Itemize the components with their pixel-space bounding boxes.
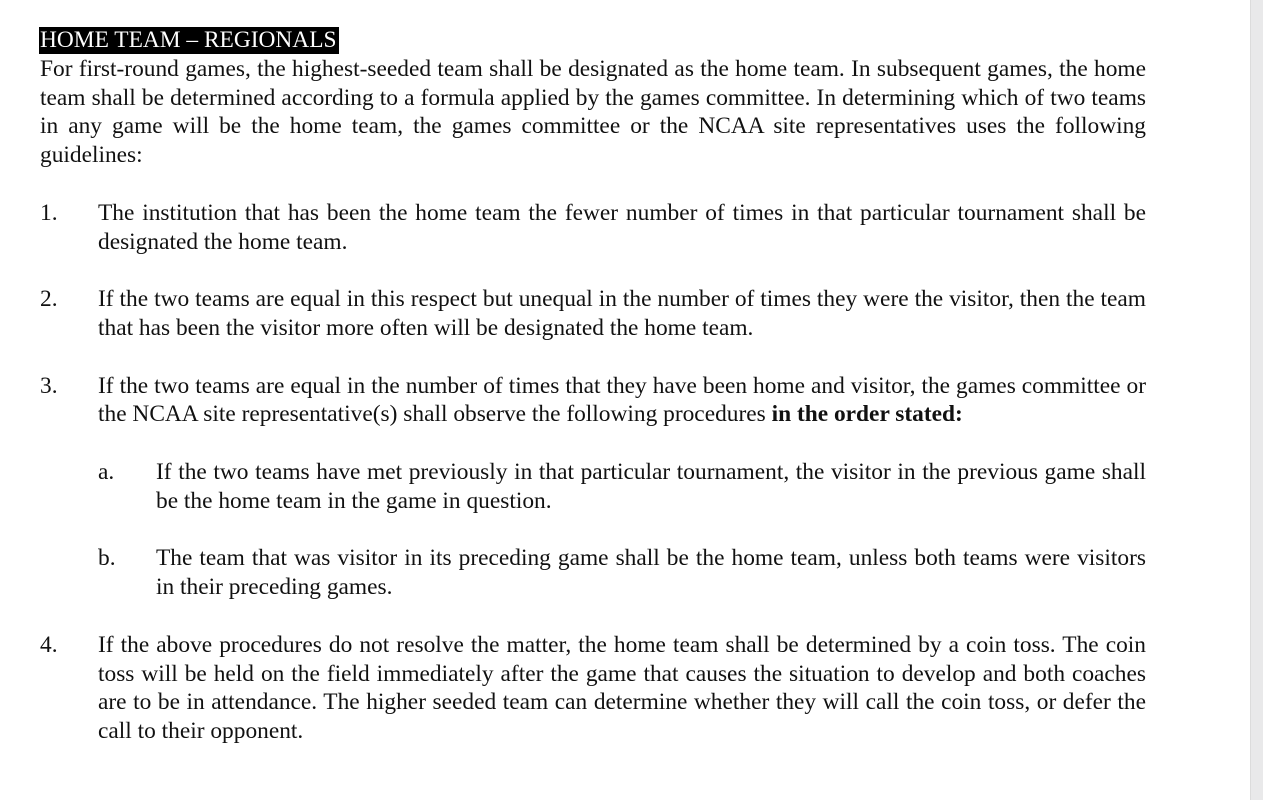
sub-item-text: The team that was visitor in its preceding game shall be the home team, unless both teams were visitors in their preceding games. (156, 545, 1146, 601)
list-item-3 (40, 372, 1146, 430)
list-number: 4. (40, 631, 58, 658)
intro-paragraph: For first-round games, the highest-seeded team shall be designated as the home team. In subsequent games, the home team shall be determined according to a formula applied by the games committee. In determining which of two teams in any game will be the home team, the games committee or the NCAA site representatives uses the following guidelines: (40, 55, 1146, 169)
list-item-1 (40, 199, 1146, 257)
list-item-4 (40, 631, 1146, 746)
list-number: 1. (40, 199, 58, 226)
list-number: 3. (40, 372, 58, 399)
list-item-2 (40, 285, 1146, 343)
sub-item-a (98, 458, 1146, 516)
list-item-text-bold: in the order stated: (771, 401, 963, 428)
heading-line (40, 26, 1146, 55)
list-item-text (98, 372, 1146, 430)
sub-item-text: If the two teams have met previously in that particular tournament, the visitor in the previous game shall be the home team in the game in question. (156, 458, 1146, 514)
section-heading: HOME TEAM – REGIONALS (40, 27, 337, 53)
list-item-text: If the two teams are equal in this respect but unequal in the number of times they were the visitor, then the team that has been the visitor more often will be designated the home team. (98, 286, 1146, 341)
page-edge-scrollbar[interactable] (1250, 0, 1263, 800)
list-item-text-plain: If the two teams are equal in the number of times that they have been home and visitor, the games committee or the NCAA site representative(s) shall observe the following procedures (98, 372, 1146, 428)
list-item-text: The institution that has been the home team the fewer number of times in that particular tournament shall be designated the home team. (98, 199, 1146, 255)
sub-item-letter: b. (98, 545, 116, 572)
sub-item-letter: a. (98, 458, 115, 485)
document-body (40, 26, 1146, 775)
list-item-text: If the above procedures do not resolve the matter, the home team shall be determined by a coin toss. The coin toss will be held on the field immediately after the game that causes the situation to develop and both coaches are to be in attendance. The higher seeded team can determine whether they will call the coin toss, or defer the call to their opponent. (98, 631, 1146, 745)
sub-item-b (98, 544, 1146, 602)
list-number: 2. (40, 286, 58, 313)
